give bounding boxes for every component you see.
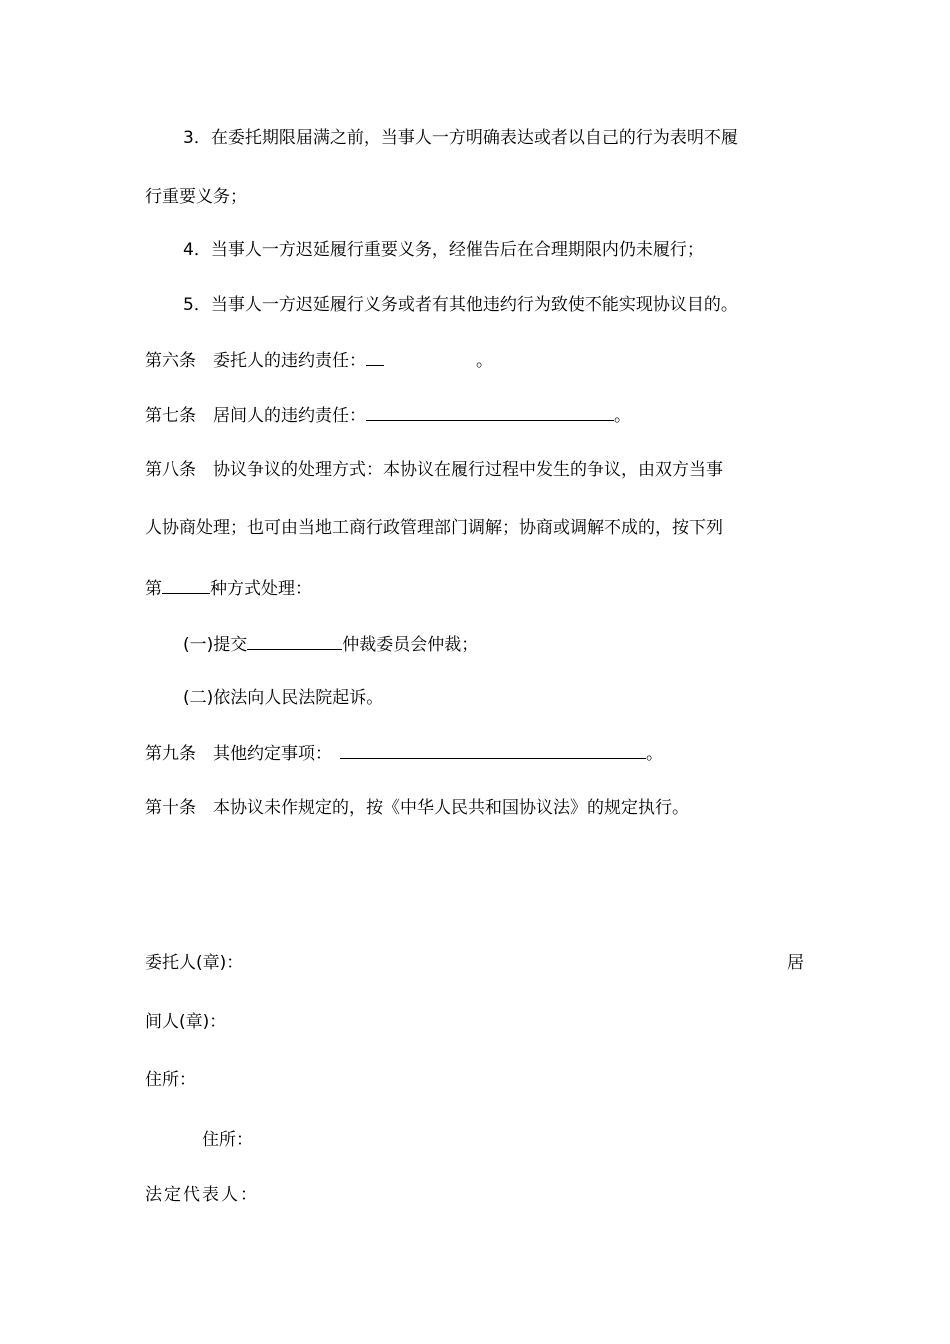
article-7-label: 第七条 居间人的违约责任： (145, 406, 366, 426)
article-6-blank[interactable] (366, 347, 384, 366)
legal-representative-label: 法定代表人： (145, 1185, 259, 1205)
article-8-method-blank[interactable] (162, 575, 210, 594)
article-6 (145, 347, 493, 373)
clause-item-3-line-2: 行重要义务； (145, 187, 247, 207)
principal-signature-label: 委托人(章)： (145, 953, 244, 973)
intermediary-address-label: 住所： (202, 1130, 253, 1150)
article-8-line-1: 第八条 协议争议的处理方式：本协议在履行过程中发生的争议，由双方当事 (145, 460, 723, 480)
clause-item-3-line-1: 3．在委托期限届满之前，当事人一方明确表达或者以自己的行为表明不履 (183, 128, 738, 148)
principal-address-label: 住所： (145, 1070, 196, 1090)
article-6-label: 第六条 委托人的违约责任： (145, 351, 366, 371)
article-8-line-2: 人协商处理；也可由当地工商行政管理部门调解；协商或调解不成的，按下列 (145, 518, 723, 538)
option-1 (183, 631, 478, 657)
article-8-line-3 (145, 575, 312, 601)
article-8-line-3-start: 第 (145, 579, 162, 599)
option-1-start: (一)提交 (183, 635, 248, 655)
article-9-blank[interactable] (340, 740, 646, 759)
article-7-end: 。 (614, 406, 631, 426)
clause-item-4: 4．当事人一方迟延履行重要义务，经催告后在合理期限内仍未履行； (183, 240, 704, 260)
intermediary-signature-label: 间人(章)： (145, 1012, 227, 1032)
option-2: (二)依法向人民法院起诉。 (183, 688, 384, 708)
option-1-blank[interactable] (247, 631, 342, 650)
article-9-label: 第九条 其他约定事项： (145, 744, 332, 764)
article-6-end: 。 (476, 351, 493, 371)
option-1-end: 仲裁委员会仲裁； (342, 635, 479, 655)
article-9 (145, 740, 663, 766)
clause-item-5: 5．当事人一方迟延履行义务或者有其他违约行为致使不能实现协议目的。 (183, 295, 738, 315)
article-7 (145, 402, 631, 428)
article-8-line-3-end: 种方式处理： (210, 579, 312, 599)
article-10: 第十条 本协议未作规定的，按《中华人民共和国协议法》的规定执行。 (145, 798, 689, 818)
article-9-end: 。 (646, 744, 663, 764)
article-7-blank[interactable] (366, 402, 614, 421)
intermediary-signature-label-start: 居 (787, 953, 804, 973)
